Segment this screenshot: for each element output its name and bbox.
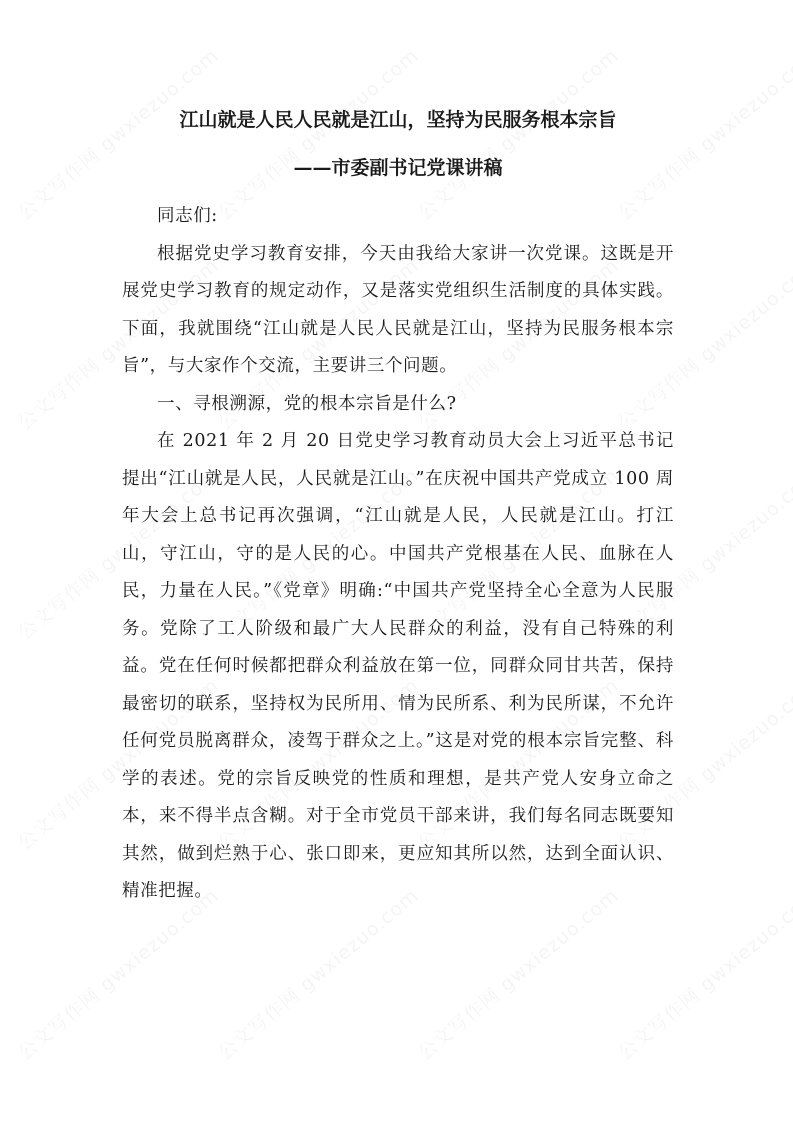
document-subtitle: ——市委副书记党课讲稿 — [293, 157, 503, 179]
document-title: 江山就是人民人民就是江山，坚持为民服务根本宗旨 — [179, 109, 617, 131]
document-body — [122, 100, 674, 911]
paragraph-body: 在 2021 年 2 月 20 日党史学习教育动员大会上习近平总书记提出“江山就是人民，人民就是江山。”在庆祝中国共产党成立 100 周年大会上总书记再次强调，“江山就是人民，人民就是江山。打江山，守江山，守的是人民的心。中国共产党根基在人民、血脉在人民，力量在人民。”《党章》明确:“中国共产党坚持全心全意为人民服务。党除了工人阶级和最广大人民群众的利益，没有自己特殊的利益。党在任何时候都把群众利益放在第一位，同群众同甘共苦，保持最密切的联系，坚持权为民所用、情为民所系、利为民所谋，不允许任何党员脱离群众，凌驾于群众之上。”这是对党的根本宗旨完整、科学的表述。党的宗旨反映党的性质和理想，是共产党人安身立命之本，来不得半点含糊。对于全市党员干部来讲，我们每名同志既要知其然，做到烂熟于心、张口即来，更应知其所以然，达到全面认识、精准把握。 — [122, 431, 674, 901]
section-heading-1: 一、寻根溯源，党的根本宗旨是什么? — [157, 393, 457, 414]
salutation: 同志们: — [157, 206, 218, 226]
paragraph-intro: 根据党史学习教育安排，今天由我给大家讲一次党课。这既是开展党史学习教育的规定动作，又是落实党组织生活制度的具体实践。下面，我就围绕“江山就是人民人民就是江山，坚持为民服务根本宗旨”，与大家作个交流，主要讲三个问题。 — [122, 243, 674, 376]
